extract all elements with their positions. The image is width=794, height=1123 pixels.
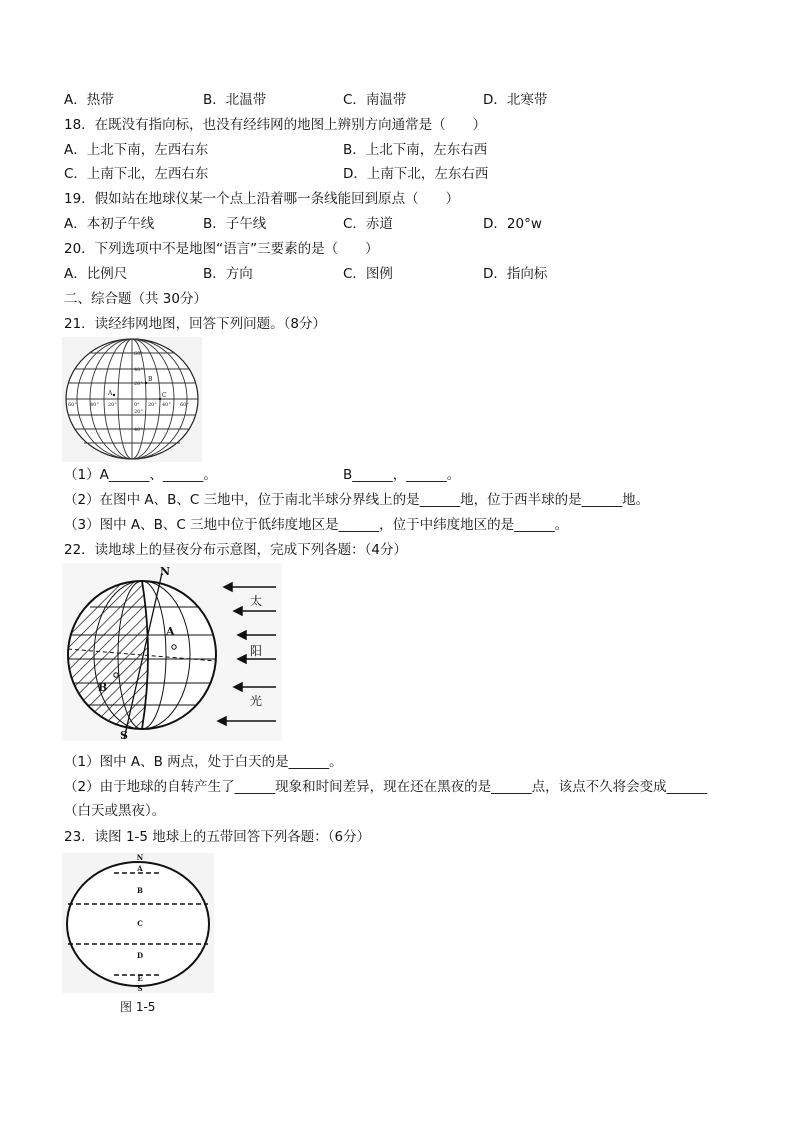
q17-option-b: B．北温带 xyxy=(203,92,267,108)
point-c-label: C xyxy=(162,392,167,399)
q18-option-c: C．上南下北，左西右东 xyxy=(64,166,209,182)
q18-option-b: B．上北下南，左东右西 xyxy=(343,142,488,158)
lat-label-40n: 40° xyxy=(134,367,143,373)
five-zones-figure xyxy=(62,853,214,993)
zone-e-label: E xyxy=(137,974,143,983)
point-b-label: B xyxy=(148,376,153,383)
q20-option-d: D．指向标 xyxy=(483,266,548,282)
q20-option-a: A．比例尺 xyxy=(64,266,128,282)
q22-sub1: （1）图中 A、B 两点，处于白天的是______。 xyxy=(64,754,343,770)
lon-label-20w: 20° xyxy=(108,402,117,408)
point-a-label: A xyxy=(166,625,175,638)
q17-option-d: D．北寒带 xyxy=(483,92,548,108)
q19-option-c: C．赤道 xyxy=(343,216,393,232)
q19-option-a: A．本初子午线 xyxy=(64,216,155,232)
north-label: N xyxy=(160,565,171,578)
q18-option-d: D．上南下北，左东右西 xyxy=(343,166,489,182)
zone-c-label: C xyxy=(137,919,143,928)
q21-sub2: （2）在图中 A、B、C 三地中，位于南北半球分界线上的是______地，位于西半球的是______地。 xyxy=(64,492,650,508)
q19-option-d: D．20°w xyxy=(483,216,542,232)
point-a-label: A xyxy=(108,390,113,397)
lon-label-0: 0° xyxy=(134,402,140,408)
figure-caption: 图 1-5 xyxy=(120,1000,156,1014)
q21-sub1a: （1）A______、______。 xyxy=(64,467,217,483)
lon-label-60w: 60° xyxy=(68,402,77,408)
lon-label-60e: 60° xyxy=(180,402,189,408)
q19-stem: 19．假如站在地球仪某一个点上沿着哪一条线能回到原点（ ） xyxy=(64,191,460,207)
q18-stem: 18．在既没有指向标，也没有经纬网的地图上辨别方向通常是（ ） xyxy=(64,117,487,133)
lon-label-40e: 40° xyxy=(162,402,171,408)
lat-label-20n: 20° xyxy=(134,381,143,387)
lon-label-20e: 20° xyxy=(148,402,157,408)
q23-stem: 23．读图 1-5 地球上的五带回答下列各题：（6分） xyxy=(64,829,371,845)
lat-label-20s: 20° xyxy=(134,409,143,415)
north-label: N xyxy=(136,853,144,862)
q18-option-a: A．上北下南，左西右东 xyxy=(64,142,209,158)
lat-lon-grid-figure xyxy=(62,337,202,462)
q17-option-c: C．南温带 xyxy=(343,92,407,108)
q21-sub3: （3）图中 A、B、C 三地中位于低纬度地区是______，位于中纬度地区的是______。 xyxy=(64,517,569,533)
q20-option-b: B．方向 xyxy=(203,266,253,282)
zone-d-label: D xyxy=(136,951,144,960)
q20-stem: 20．下列选项中不是地图“语言”三要素的是（ ） xyxy=(64,241,379,257)
q22-stem: 22．读地球上的昼夜分布示意图，完成下列各题：（4分） xyxy=(64,542,408,558)
day-night-figure xyxy=(62,563,282,741)
q22-sub2-cont: （白天或黑夜）。 xyxy=(64,803,166,819)
q17-option-a: A．热带 xyxy=(64,92,114,108)
q21-stem: 21．读经纬网地图，回答下列问题。（8分） xyxy=(64,316,327,332)
south-label: S xyxy=(120,729,128,741)
section-title: 二、综合题（共 30分） xyxy=(64,291,207,307)
q22-sub2: （2）由于地球的自转产生了______现象和时间差异，现在还在黑夜的是______点，该点不久将会变成______ xyxy=(64,779,708,795)
lon-label-40w: 40° xyxy=(90,402,99,408)
sun-label-1: 太 xyxy=(250,594,263,608)
point-b-label: B xyxy=(98,681,108,694)
q20-option-c: C．图例 xyxy=(343,266,393,282)
q21-sub1b: B______，______。 xyxy=(343,467,461,483)
sun-label-3: 光 xyxy=(250,694,263,708)
q19-option-b: B．子午线 xyxy=(203,216,267,232)
zone-b-label: B xyxy=(137,886,143,895)
zone-a-label: A xyxy=(137,864,143,873)
lat-label-40s: 40° xyxy=(134,427,143,433)
sun-label-2: 阳 xyxy=(250,644,263,658)
south-label: S xyxy=(137,984,143,993)
lat-label-60n: 60° xyxy=(134,351,143,357)
